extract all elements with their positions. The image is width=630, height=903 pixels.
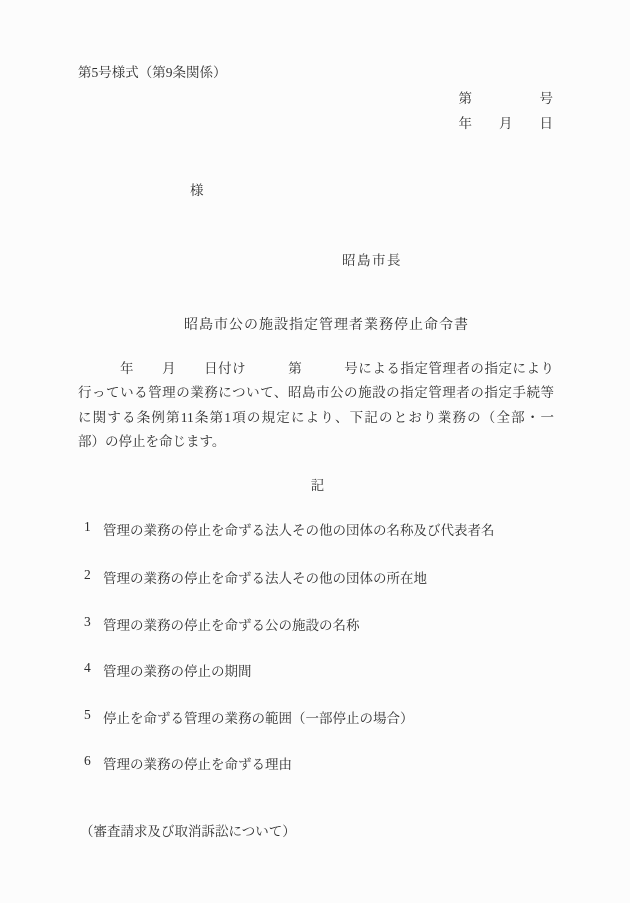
list-item bbox=[84, 707, 414, 727]
item-number: 3 bbox=[84, 614, 91, 629]
body-paragraph bbox=[78, 357, 554, 454]
document-title: 昭島市公の施設指定管理者業務停止命令書 bbox=[184, 318, 469, 333]
item-number: 5 bbox=[84, 707, 91, 722]
body-line: 年 月 日付け 第 号による指定管理者の指定により bbox=[78, 361, 554, 376]
body-line: に関する条例第11条第1項の規定により、下記のとおり業務の（全部・一 bbox=[78, 409, 554, 425]
item-text: 管理の業務の停止を命ずる法人その他の団体の所在地 bbox=[103, 571, 427, 586]
item-number: 4 bbox=[84, 660, 91, 675]
list-item bbox=[84, 660, 252, 680]
item-text: 管理の業務の停止を命ずる理由 bbox=[103, 757, 292, 772]
list-item bbox=[84, 519, 495, 539]
item-number: 1 bbox=[84, 519, 91, 534]
date-line: 年 月 日 bbox=[458, 116, 553, 131]
list-item bbox=[84, 614, 360, 634]
item-text: 管理の業務の停止の期間 bbox=[103, 664, 252, 679]
list-item bbox=[84, 753, 292, 773]
addressee-honorific: 様 bbox=[190, 183, 204, 198]
footer-note: （審査請求及び取消訴訟について） bbox=[80, 824, 296, 839]
item-text: 管理の業務の停止を命ずる公の施設の名称 bbox=[103, 618, 360, 633]
list-item bbox=[84, 567, 427, 587]
document-number-line: 第 号 bbox=[458, 91, 553, 106]
form-number: 第5号様式（第9条関係） bbox=[78, 65, 227, 80]
section-marker: 記 bbox=[310, 478, 325, 493]
item-text: 管理の業務の停止を命ずる法人その他の団体の名称及び代表者名 bbox=[103, 523, 495, 538]
sender-title: 昭島市長 bbox=[342, 253, 402, 268]
item-number: 2 bbox=[84, 567, 91, 582]
item-text: 停止を命ずる管理の業務の範囲（一部停止の場合） bbox=[103, 711, 414, 726]
item-number: 6 bbox=[84, 753, 91, 768]
body-line: 部）の停止を命じます。 bbox=[78, 433, 226, 449]
body-line: 行っている管理の業務について、昭島市公の施設の指定管理者の指定手続等 bbox=[78, 385, 554, 401]
